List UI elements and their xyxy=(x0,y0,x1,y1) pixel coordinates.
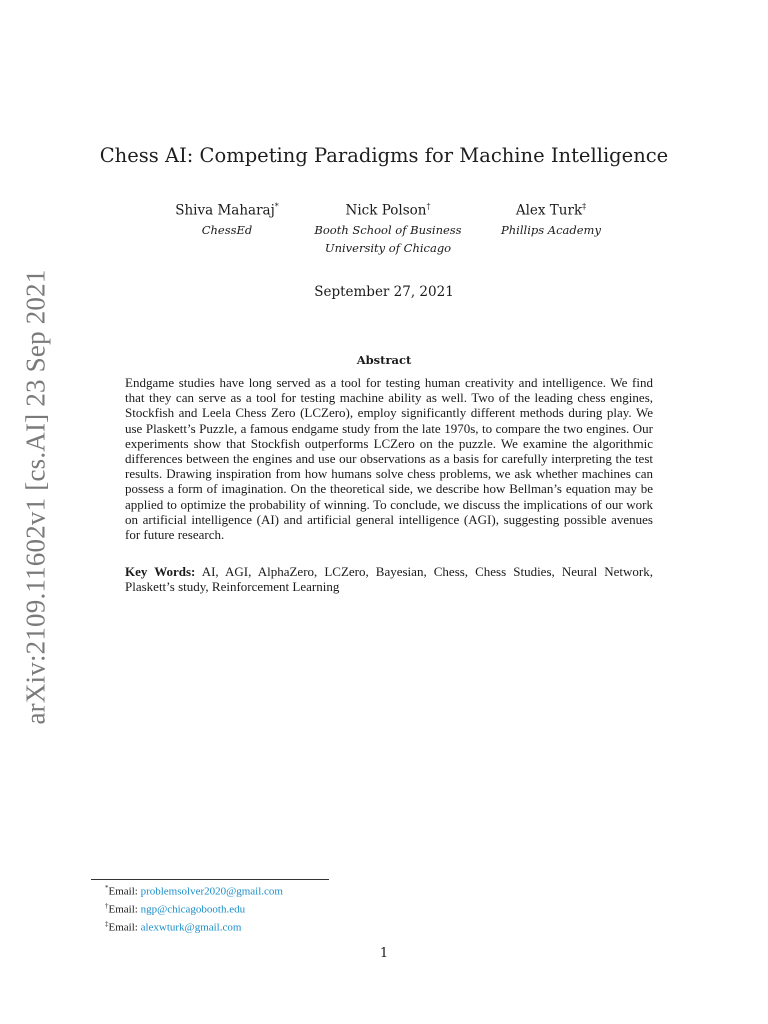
author-name: Nick Polson xyxy=(345,202,427,219)
keywords xyxy=(125,564,653,594)
paper-title: Chess AI: Competing Paradigms for Machine Intelligence xyxy=(99,144,669,167)
footnote-mark: ‡ xyxy=(105,920,109,929)
footnote xyxy=(105,899,283,917)
author-block xyxy=(451,197,651,239)
footnote xyxy=(105,881,283,899)
footnote-mark: † xyxy=(105,902,109,911)
abstract-heading: Abstract xyxy=(356,353,412,367)
author-affiliation: University of Chicago xyxy=(324,240,452,255)
author-footnote-mark: † xyxy=(426,202,431,211)
email-link[interactable]: ngp@chicagobooth.edu xyxy=(140,903,246,916)
abstract-body: Endgame studies have long served as a tool for testing human creativity and intelligence. We find that they can serve as a tool for testing machine ability as well. Two of the leading chess engines, Stockfish and Leela Chess Zero (LCZero), employ significantly different methods during play. We use Plaskett’s Puzzle, a famous endgame study from the late 1970s, to compare the two engines. Our experiments show that Stockfish outperforms LCZero on the puzzle. We examine the algorithmic differences between the engines and use our observations as a basis for carefully interpreting the test results. Drawing inspiration from how humans solve chess problems, we ask whether machines can possess a form of imagination. On the theoretical side, we describe how Bellman’s equation may be applied to optimize the probability of winning. To conclude, we discuss the implications of our work on artificial intelligence (AI) and artificial general intelligence (AGI), suggesting possible avenues for future research. xyxy=(125,375,653,543)
page-number: 1 xyxy=(379,946,389,961)
email-link[interactable]: problemsolver2020@gmail.com xyxy=(140,885,283,898)
author-affiliation: ChessEd xyxy=(201,222,253,237)
footnote xyxy=(105,917,283,935)
keywords-text: AI, AGI, AlphaZero, LCZero, Bayesian, Chess, Chess Studies, Neural Network, Plaskett’s study, Reinforcement Learning xyxy=(125,564,653,595)
publication-date: September 27, 2021 xyxy=(314,284,454,300)
footnote-label: Email: xyxy=(108,885,141,898)
footnotes xyxy=(105,881,283,935)
author-footnote-mark: * xyxy=(274,202,279,211)
author-name: Shiva Maharaj xyxy=(175,202,275,219)
author-affiliation: Phillips Academy xyxy=(501,222,601,237)
email-link[interactable]: alexwturk@gmail.com xyxy=(140,921,242,934)
author-footnote-mark: ‡ xyxy=(582,202,587,211)
author-affiliation: Booth School of Business xyxy=(314,222,462,237)
footnote-divider xyxy=(91,879,329,880)
footnote-label: Email: xyxy=(108,903,141,916)
footnote-label: Email: xyxy=(108,921,141,934)
arxiv-identifier: arXiv:2109.11602v1 [cs.AI] 23 Sep 2021 xyxy=(20,269,51,725)
author-name: Alex Turk xyxy=(515,202,583,219)
footnote-mark: * xyxy=(105,884,109,892)
keywords-label: Key Words: xyxy=(125,564,196,579)
